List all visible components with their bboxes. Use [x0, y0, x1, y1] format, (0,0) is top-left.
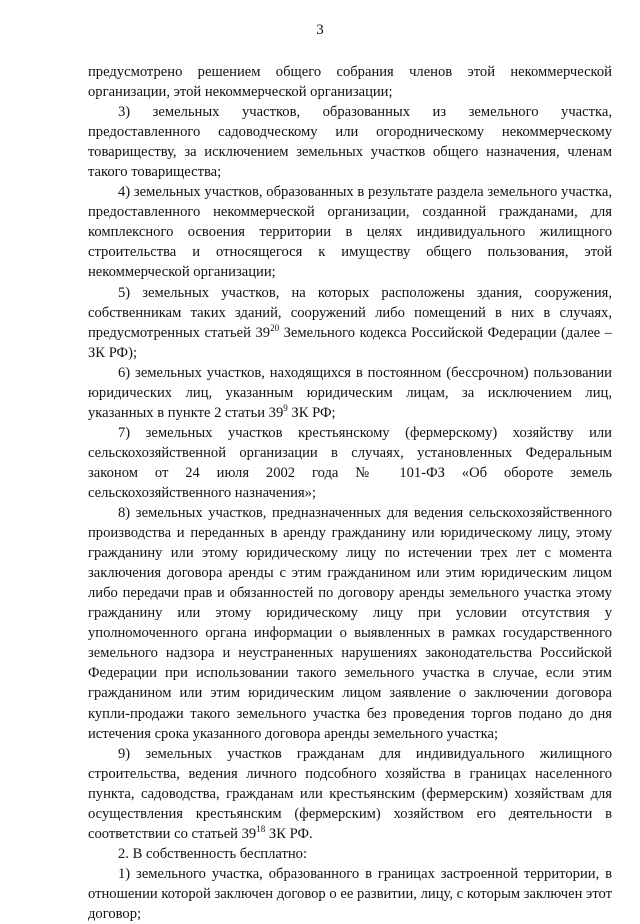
section-heading-2: 2. В собственность бесплатно: [118, 845, 308, 862]
list-item-5-text: 5) земельных участков, на которых расположены здания, сооружения, собственникам таких зданий, сооружений либо помещений в них в случаях, предусмотренных статьей 39 [88, 284, 612, 341]
list-item-9-text-end: ЗК РФ. [265, 825, 313, 842]
list-item-7: 7) земельных участков крестьянскому (фермерскому) хозяйству или сельскохозяйственной организации в случаях, установленных Федеральным законом от 24 июля 2002 года № 101-ФЗ «Об обороте земель сельскохозяйственного назначения»; [88, 424, 612, 501]
list-item-5-text-end: Земельного кодекса Российской Федерации (далее – ЗК РФ); [88, 324, 612, 361]
list-item-9 [88, 744, 612, 844]
list-item-8: 8) земельных участков, предназначенных для ведения сельскохозяйственного производства и переданных в аренду гражданину или юридическому лицу, этому гражданину или этому юридическому лицу по истечении трех лет с момента заключения договора аренды с этим гражданином или этим юридическим лицом либо передачи прав и обязанностей по договору аренды земельного участка этому гражданину или этому юридическому лицу при условии отсутствия у уполномоченного органа информации о выявленных в рамках государственного земельного надзора и неустраненных нарушениях законодательства Российской Федерации при использовании такого земельного участка в случае, если этим гражданином или этим юридическим лицом заявление о заключении договора купли-продажи такого земельного участка без проведения торгов подано до дня истечения срока указанного договора аренды земельного участка; [88, 505, 612, 742]
article-superscript: 20 [270, 322, 280, 333]
document-body [88, 62, 612, 924]
list-item-6-text: 6) земельных участков, находящихся в постоянном (бессрочном) пользовании юридических лиц, указанным юридическим лицам, за исключением лиц, указанных в пункте 2 статьи 39 [88, 364, 612, 421]
list-item-6 [88, 363, 612, 423]
list-item-3: 3) земельных участков, образованных из земельного участка, предоставленного садоводческому или огородническому некоммерческому товариществу, за исключением земельных участков общего назначения, членам такого товарищества; [88, 104, 612, 181]
page-number: 3 [316, 22, 324, 38]
article-superscript: 9 [283, 402, 288, 413]
paragraph-continuation: предусмотрено решением общего собрания членов этой некоммерческой организации, этой некоммерческой организации; [88, 64, 612, 101]
article-superscript: 18 [256, 823, 266, 834]
list-item-5 [88, 283, 612, 363]
list-item-6-text-end: ЗК РФ; [287, 404, 336, 421]
list-item-4: 4) земельных участков, образованных в результате раздела земельного участка, предоставленного некоммерческой организации, созданной гражданами, для комплексного освоения территории в целях индивидуального жилищного строительства и относящегося к имуществу общего пользования, этой некоммерческой организации; [88, 184, 612, 281]
section-2-item-1: 1) земельного участка, образованного в границах застроенной территории, в отношении которой заключен договор о ее развитии, лицу, с которым заключен этот договор; [88, 865, 612, 922]
list-item-9-text: 9) земельных участков гражданам для индивидуального жилищного строительства, ведения личного подсобного хозяйства в границах населенного пункта, садоводства, гражданам или крестьянским (фермерским) хозяйствам для осуществления крестьянским (фермерским) хозяйством его деятельности в соответствии со статьей 39 [88, 745, 612, 842]
